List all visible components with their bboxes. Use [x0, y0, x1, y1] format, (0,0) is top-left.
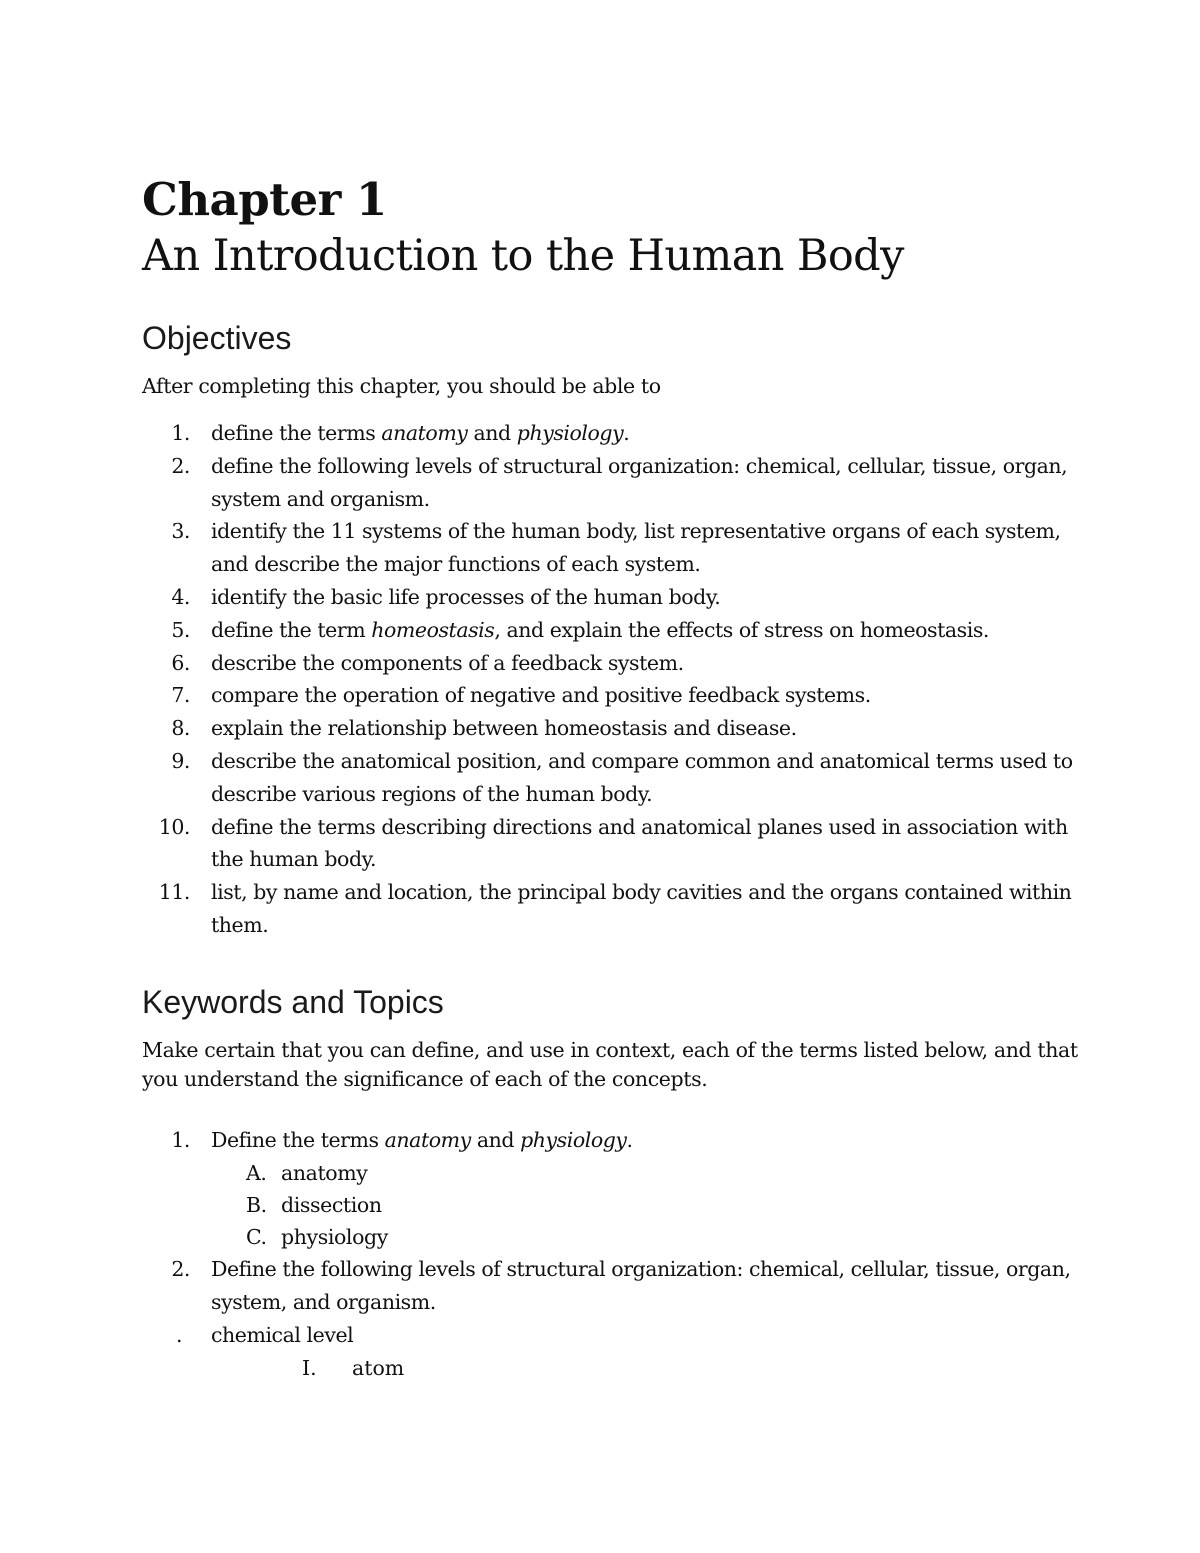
keyword-sublist: [142, 1157, 1102, 1254]
keywords-heading: Keywords and Topics: [142, 983, 444, 1020]
roman-item: [142, 1352, 1102, 1384]
chapter-number: Chapter 1: [142, 173, 387, 226]
item-text: define the terms describing directions and anatomical planes used in association with the human body.: [211, 814, 1068, 872]
sub-item-letter: C.: [246, 1224, 267, 1249]
item-number: 8.: [171, 716, 190, 741]
item-number: 10.: [158, 814, 190, 839]
keyword-item: [142, 1253, 1102, 1319]
item-number: 1.: [171, 421, 190, 445]
keywords-list-continued: [142, 1253, 1102, 1351]
keyword-item: [142, 1319, 1102, 1352]
keywords-intro: Make certain that you can define, and use in context, each of the terms listed below, and that you understand the significance of each of the concepts.: [142, 1037, 1078, 1091]
item-number: 3.: [171, 519, 190, 544]
objective-item: 5. define the term homeostasis, and explain the effects of stress on homeostasis.: [142, 614, 1102, 647]
roman-numeral: I.: [302, 1355, 317, 1380]
objective-item: [142, 811, 1102, 877]
objective-item: [142, 647, 1102, 680]
item-text: Define the following levels of structural organization: chemical, cellular, tissue, organ, system, and organism.: [211, 1257, 1071, 1314]
objective-item: [142, 712, 1102, 745]
item-text: compare the operation of negative and positive feedback systems.: [211, 683, 871, 708]
objective-item: 1. define the terms anatomy and physiology.: [142, 417, 1102, 450]
item-text: identify the 11 systems of the human body, list representative organs of each system, and describe the major functions of each system.: [211, 519, 1061, 577]
keyword-item: 1. Define the terms anatomy and physiology.: [142, 1124, 1102, 1157]
objective-item: [142, 745, 1102, 811]
sub-item-text: dissection: [281, 1192, 382, 1217]
item-number: 5.: [171, 617, 190, 642]
objectives-intro: After completing this chapter, you should be able to: [142, 374, 661, 398]
chapter-title: An Introduction to the Human Body: [142, 231, 904, 281]
sub-item: [142, 1189, 1102, 1221]
item-text: explain the relationship between homeostasis and disease.: [211, 716, 797, 741]
item-number: 7.: [171, 683, 190, 708]
item-number: 4.: [171, 584, 190, 609]
keywords-list: [142, 1124, 1102, 1157]
item-number: 9.: [171, 748, 190, 773]
sub-item-text: physiology: [281, 1224, 388, 1249]
sub-item: [142, 1157, 1102, 1189]
item-number: 6.: [171, 650, 190, 675]
sub-item-letter: B.: [246, 1192, 267, 1217]
item-text: describe the anatomical position, and compare common and anatomical terms used to describe various regions of the human body.: [211, 748, 1073, 806]
item-number: 1.: [171, 1127, 190, 1152]
sub-item: [142, 1221, 1102, 1253]
item-text: define the following levels of structural organization: chemical, cellular, tissue, organ, system and organism.: [211, 453, 1068, 511]
item-text: chemical level: [211, 1322, 354, 1347]
objective-item: [142, 876, 1102, 942]
objective-item: [142, 679, 1102, 712]
item-number: .: [176, 1322, 183, 1347]
item-text: list, by name and location, the principal body cavities and the organs contained within them.: [211, 880, 1072, 937]
sub-item-text: anatomy: [281, 1160, 368, 1185]
item-number: 2.: [171, 453, 190, 478]
item-text: identify the basic life processes of the human body.: [211, 584, 721, 609]
objectives-heading: Objectives: [142, 320, 292, 356]
objective-item: [142, 581, 1102, 614]
item-text: describe the components of a feedback system.: [211, 650, 684, 675]
document-page: [142, 172, 1102, 1384]
objective-item: [142, 515, 1102, 581]
objective-item: [142, 450, 1102, 516]
objectives-list: [142, 417, 1102, 942]
roman-sublist: [142, 1352, 1102, 1384]
roman-item-text: atom: [352, 1355, 405, 1380]
sub-item-letter: A.: [246, 1160, 267, 1185]
item-number: 11.: [158, 880, 190, 905]
item-number: 2.: [171, 1257, 190, 1282]
